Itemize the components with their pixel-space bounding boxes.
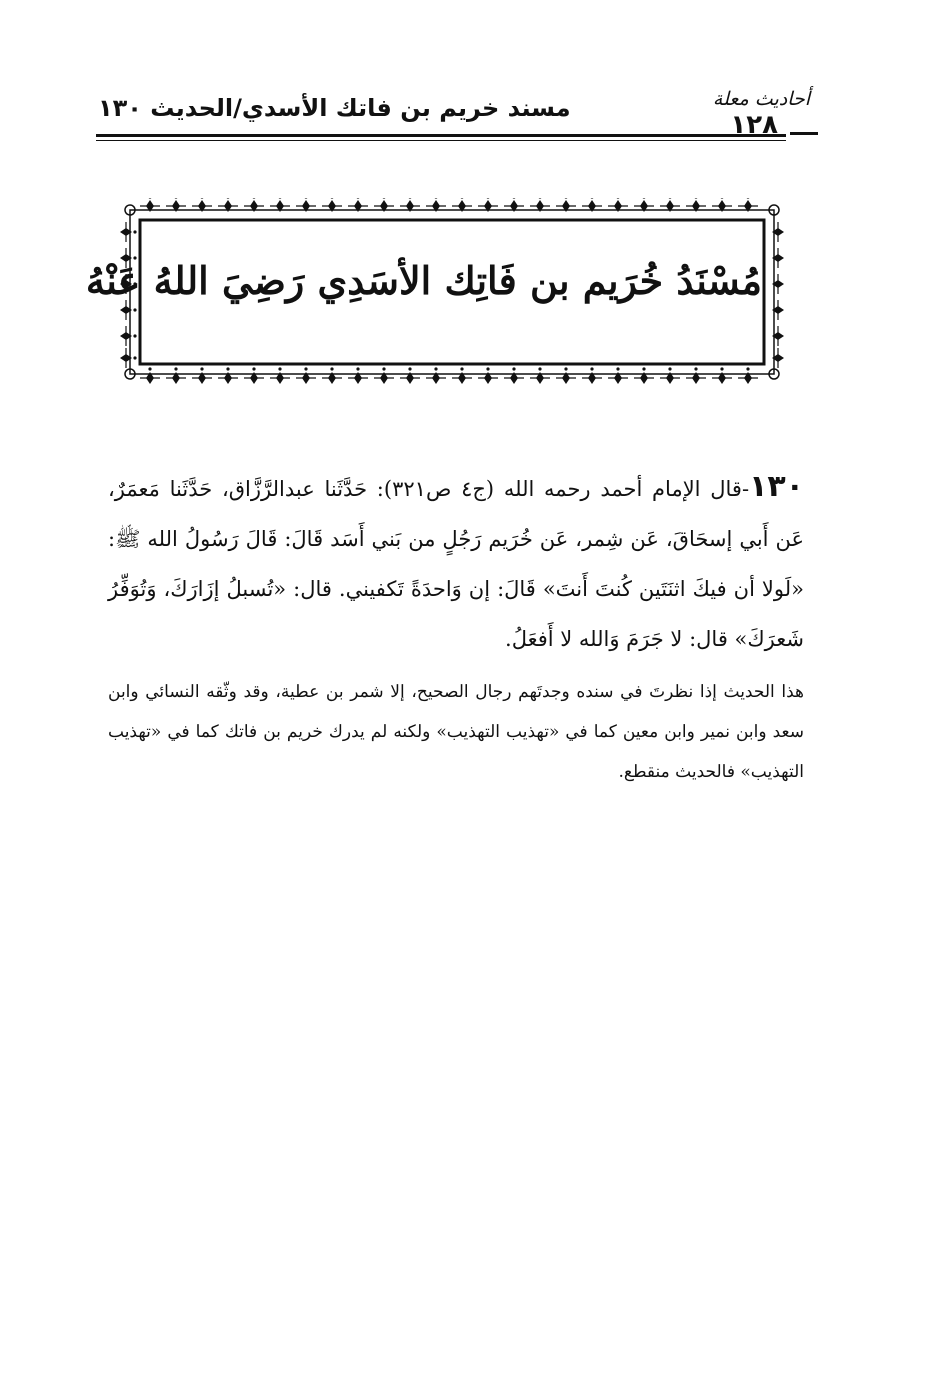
- title-frame: [85, 198, 784, 386]
- musnad-title: مُسْنَدُ خُرَيم بن فَاتِك الأسَدِي رَضِيَ اللهُ عَنْهُ: [85, 258, 762, 303]
- book-short-title: أحاديث معلة: [712, 88, 810, 110]
- commentary-paragraph: هذا الحديث إذا نظرتَ في سنده وجدتَهم رجال الصحيح، إلا شمر بن عطية، وقد وثّقه النسائي وابن سعد وابن نمير وابن معين كما في «تهذيب التهذيب» ولكنه لم يدرك خريم بن فاتك كما في «تهذيب التهذيب» فالحديث منقطع.: [108, 682, 804, 782]
- running-header: [96, 86, 818, 146]
- header-rule: [96, 134, 786, 137]
- header-rule-thin: [96, 140, 786, 141]
- hadith-text: -قال الإمام أحمد رحمه الله (ج٤ ص٣٢١): حَدَّثَنا عبدالرَّزَّاق، حَدَّثَنا مَعمَرٌ، عَن أَبي إسحَاقَ، عَن شِمر، عَن خُرَيم رَجُلٍ من بَني أَسَد قَالَ: قَالَ رَسُولُ الله ﷺ: «لَولا أن فيكَ اثنَتَين كُنتَ أَنتَ» قَالَ: إن وَاحدَةً تَكفيني. قال: «تُسبلُ إزَارَكَ، وَتُوَفِّرُ شَعرَكَ» قال: لا جَرَمَ وَالله لا أَفعَلُ.: [108, 477, 804, 651]
- hadith-paragraph: [108, 462, 804, 664]
- hadith-number: ١٣٠: [749, 469, 804, 504]
- header-section-title: مسند خريم بن فاتك الأسدي/الحديث ١٣٠: [98, 94, 571, 122]
- page-number-rule: [790, 132, 818, 135]
- page-number: ١٢٨: [730, 110, 778, 140]
